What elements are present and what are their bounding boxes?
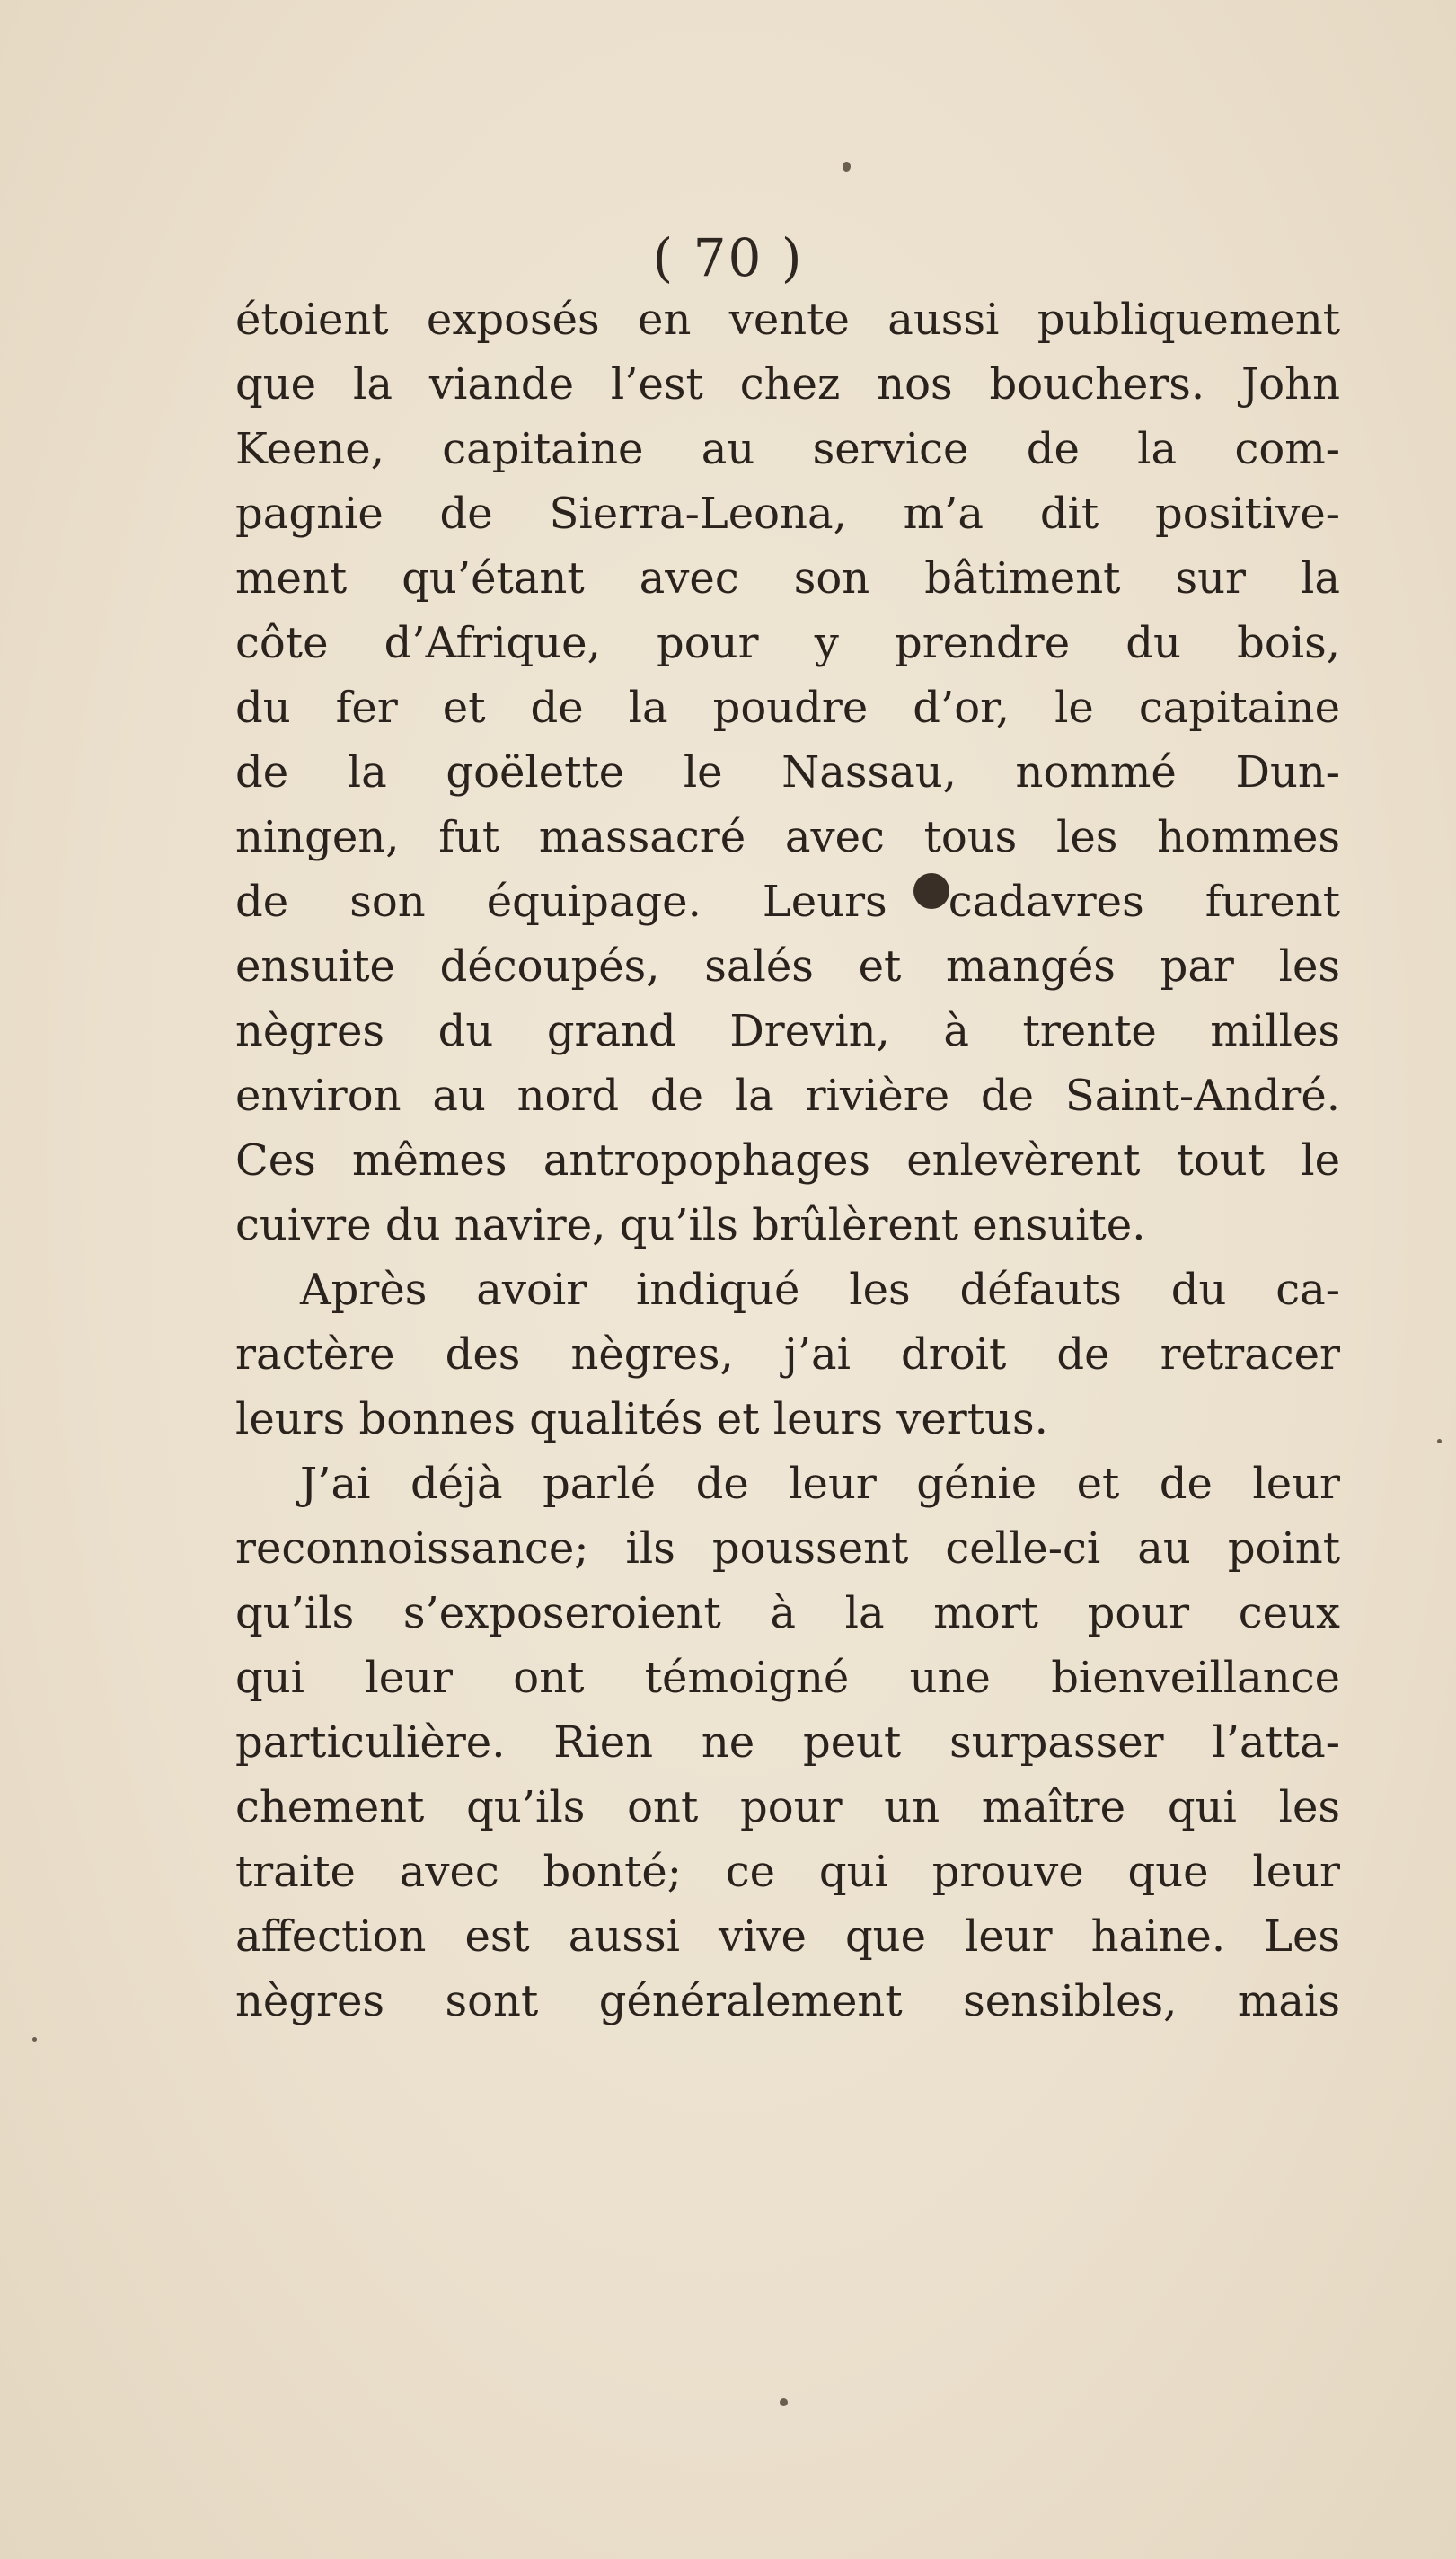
- text-line: particulière. Rien ne peut surpasser l’atta-: [235, 1717, 1340, 1768]
- ink-speck: [780, 2398, 788, 2406]
- text-line: qu’ils s’exposeroient à la mort pour ceux: [235, 1588, 1340, 1638]
- ink-speck: [32, 2037, 37, 2042]
- text-line: pagnie de Sierra-Leona, m’a dit positive-: [235, 489, 1340, 539]
- text-line: qui leur ont témoigné une bienveillance: [235, 1653, 1340, 1703]
- text-line: ractère des nègres, j’ai droit de retracer: [235, 1329, 1340, 1380]
- ink-speck: [843, 162, 851, 172]
- text-line: nègres du grand Drevin, à trente milles: [235, 1006, 1340, 1056]
- text-line: traite avec bonté; ce qui prouve que leur: [235, 1847, 1340, 1897]
- text-line: Après avoir indiqué les défauts du ca-: [300, 1265, 1340, 1315]
- text-line: que la viande l’est chez nos bouchers. John: [235, 359, 1340, 410]
- text-line: étoient exposés en vente aussi publiquement: [235, 295, 1340, 345]
- text-line: ment qu’étant avec son bâtiment sur la: [235, 553, 1340, 604]
- text-line: de la goëlette le Nassau, nommé Dun-: [235, 747, 1340, 798]
- text-line: Keene, capitaine au service de la com-: [235, 424, 1340, 474]
- text-line: nègres sont généralement sensibles, mais: [235, 1976, 1340, 2026]
- text-line: J’ai déjà parlé de leur génie et de leur: [300, 1459, 1340, 1509]
- text-line: ningen, fut massacré avec tous les hommes: [235, 812, 1340, 862]
- text-line: leurs bonnes qualités et leurs vertus.: [235, 1394, 1048, 1444]
- text-line: affection est aussi vive que leur haine. Les: [235, 1911, 1340, 1962]
- text-line: du fer et de la poudre d’or, le capitaine: [235, 683, 1340, 733]
- text-line: de son équipage. Leurs cadavres furent: [235, 877, 1340, 927]
- text-line: ensuite découpés, salés et mangés par les: [235, 941, 1340, 992]
- text-line: environ au nord de la rivière de Saint-André.: [235, 1071, 1340, 1121]
- text-line: Ces mêmes antropophages enlevèrent tout le: [235, 1135, 1340, 1186]
- text-line: cuivre du navire, qu’ils brûlèrent ensuite.: [235, 1200, 1146, 1250]
- text-line: reconnoissance; ils poussent celle-ci au point: [235, 1523, 1340, 1574]
- ink-speck: [1437, 1439, 1442, 1443]
- page-number: ( 70 ): [652, 227, 804, 288]
- text-line: chement qu’ils ont pour un maître qui les: [235, 1782, 1340, 1832]
- text-line: côte d’Afrique, pour y prendre du bois,: [235, 618, 1340, 668]
